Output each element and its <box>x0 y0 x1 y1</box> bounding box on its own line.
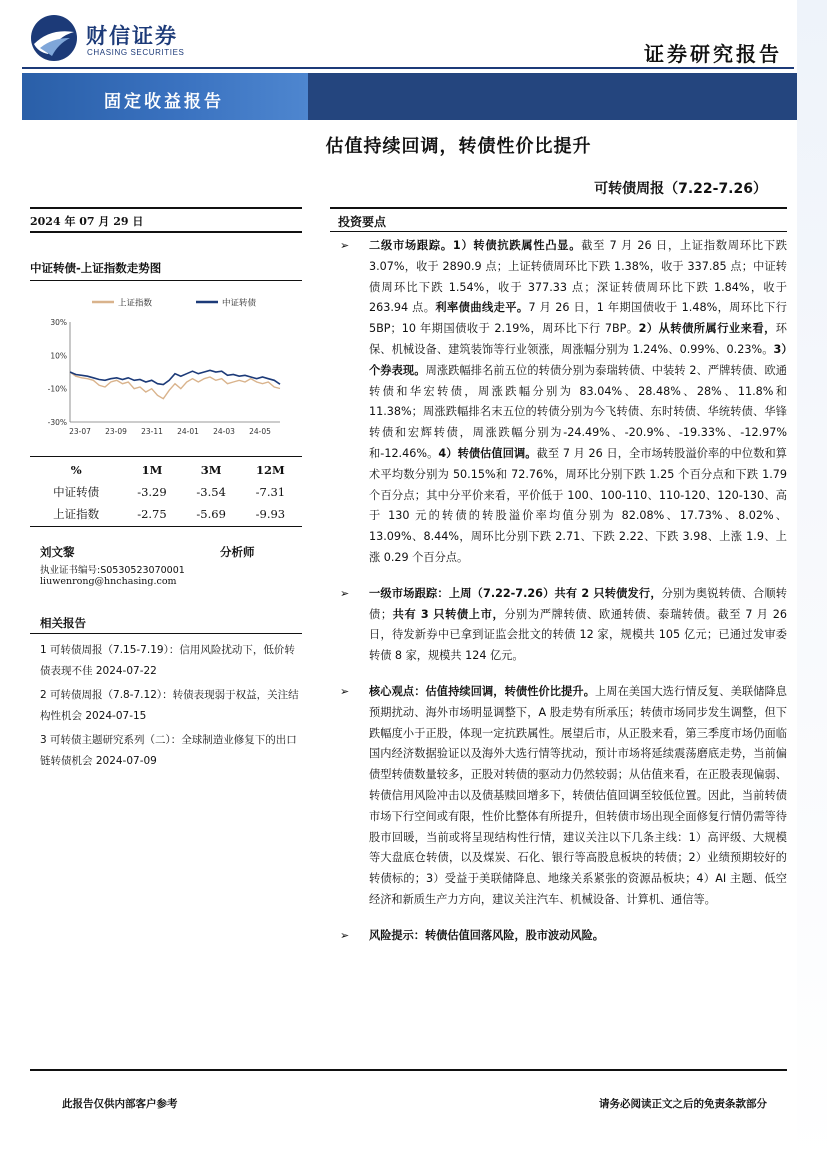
left-date-rule <box>30 231 302 233</box>
highlight-core-view <box>340 682 787 911</box>
report-date: 2024 年 07 月 29 日 <box>30 215 144 228</box>
page-title: 估值持续回调，转债性价比提升 <box>325 136 592 157</box>
highlight-text: 分别为严牌转债、欧通转债、泰瑞转债。截至 7 月 26 日，待发新券中已拿到证监会批文的转债 12 家，规模共 105 亿元；已通过发审委转债 8 家，规模共 124 亿元。 <box>369 607 787 663</box>
highlight-bold: 4）转债估值回调。 <box>438 446 537 460</box>
table-header: 12M <box>256 463 285 477</box>
y-tick-label: -10% <box>47 384 67 394</box>
bullet-arrow-icon: ➢ <box>340 928 350 942</box>
footer-disclaimer: 请务必阅读正文之后的免责条款部分 <box>599 1098 767 1110</box>
highlight-text: 7 月 26 日，1 年期国债收于 1.48%，周环比下行 5BP；10 年期国债收于 2.19%，周环比下行 7BP。 <box>369 301 787 336</box>
table-row <box>30 481 300 503</box>
analyst-name: 刘文黎 <box>40 545 75 559</box>
related-report-item[interactable]: 2 可转债周报（7.8-7.12）：转债表现弱于权益，关注结构性机会 2024-07-15 <box>40 689 299 722</box>
highlight-primary-market <box>340 584 787 667</box>
related-rule <box>30 633 302 634</box>
table-header-row <box>30 459 300 481</box>
x-tick-label: 24-01 <box>177 427 199 436</box>
table-header: 1M <box>141 463 163 477</box>
highlight-bold: 二级市场跟踪。1）转债抗跌属性凸显。 <box>369 239 582 252</box>
table-cell: -5.69 <box>196 507 226 521</box>
investment-highlights-title: 投资要点 <box>338 215 387 229</box>
series-line-1 <box>70 370 280 384</box>
table-cell: -7.31 <box>255 485 286 499</box>
analyst-role: 分析师 <box>220 545 255 559</box>
x-tick-label: 24-03 <box>213 427 235 436</box>
related-report-item[interactable]: 1 可转债周报（7.15-7.19）：信用风险扰动下，低价转债表现不佳 2024-07-22 <box>40 644 295 677</box>
brand-logo <box>30 14 200 66</box>
bullet-arrow-icon: ➢ <box>340 239 350 252</box>
highlight-bold: 风险提示：转债估值回落风险，股市波动风险。 <box>369 928 604 942</box>
related-reports-list <box>40 640 302 775</box>
x-tick-label: 23-09 <box>105 427 127 436</box>
trend-chart <box>30 292 300 444</box>
brand-name-en: CHASING SECURITIES <box>87 48 185 57</box>
table-cell: -2.75 <box>137 507 167 521</box>
category-banner <box>22 73 797 120</box>
highlight-bold: 核心观点：估值持续回调，转债性价比提升。 <box>369 684 595 698</box>
table-cell: 上证指数 <box>53 507 100 521</box>
highlight-text: 截至 7 月 26 日，全市场转股溢价率的中位数和算术平均数分别为 50.15%和 72.76%，周环比分别下跌 1.25 个百分点和下跌 1.79 个百分点；其中分平价来看，平价低于 100、100-110、110-120、120-130、高于 130 元的转债的转股溢价率均值分别为 82.08%、17.73%、8.02%、13.09%、8.44%，周环比分别下跌 2.71、下跌 2.22、下跌 3.98、上涨 1.9、上涨 0.29 个百分点。 <box>369 446 787 564</box>
table-header: 3M <box>200 463 222 477</box>
related-report-item[interactable]: 3 可转债主题研究系列（二）：全球制造业修复下的出口链转债机会 2024-07-09 <box>40 734 297 767</box>
footer-rule <box>30 1069 787 1071</box>
logo-emblem-icon <box>30 14 78 62</box>
report-type: 证券研究报告 <box>644 42 782 66</box>
table-top-rule <box>30 456 302 457</box>
y-tick-label: 10% <box>50 351 67 361</box>
highlight-text: 截至 7 月 26 日，上证指数周环比下跌 3.07%，收于 2890.9 点；上证转债周环比下跌 1.38%，收于 337.85 点；中证转债周环比下跌 1.54%，收于 377.33 点；深证转债周环比下跌 1.84%，收于 263.94 点。 <box>369 239 787 315</box>
bullet-arrow-icon: ➢ <box>340 684 350 698</box>
table-row <box>30 503 300 525</box>
table-cell: -3.29 <box>137 485 167 499</box>
y-tick-label: -30% <box>47 418 67 427</box>
header-rule <box>22 67 794 69</box>
analyst-cert: 执业证书编号:S0530523070001 <box>40 565 185 576</box>
highlight-bold: 共有 3 只转债上市， <box>392 607 505 621</box>
legend-label: 上证指数 <box>118 298 153 309</box>
right-title-rule <box>330 231 787 232</box>
highlight-risk <box>340 926 787 947</box>
highlight-text: 分别为奥锐转债、合顺转债； <box>369 586 787 621</box>
chart-title-rule <box>30 280 302 281</box>
table-bottom-rule <box>30 526 302 527</box>
highlight-text: 周涨跌幅排名前五位的转债分别为泰瑞转债、中装转 2、严牌转债、欧通转债和华宏转债，周涨跌幅分别为 83.04%、28.48%、28%、11.8%和 11.38%；周涨跌幅排名末五位的转债分别为今飞转债、东时转债、华统转债、华锋转债和宏辉转债，周涨跌幅分别为-24.49%、-20.9%、-19.33%、-12.97%和-12.46%。 <box>369 363 787 460</box>
highlight-bold: 3）个券表现。 <box>369 342 788 377</box>
highlight-bold: 利率债曲线走平。 <box>435 301 529 315</box>
related-reports-title: 相关报告 <box>40 616 86 630</box>
legend-label: 中证转债 <box>222 298 257 309</box>
table-cell: -3.54 <box>196 485 226 499</box>
side-stripe <box>797 0 827 1169</box>
bullet-arrow-icon: ➢ <box>340 586 350 600</box>
table-cell: 中证转债 <box>53 485 100 499</box>
x-tick-label: 23-07 <box>69 427 91 436</box>
highlight-text: 上周在美国大选行情反复、美联储降息预期扰动、海外市场明显调整下，A 股走势有所承压；转债市场同步发生调整，但下跌幅度小于正股，体现一定抗跌属性。展望后市，从正股来看，第三季度市场仍面临国内经济数据验证以及海外大选行情等扰动，预计市场将延续震荡磨底走势，当前偏债型转债数量较多，正股对转债的驱动力仍然较弱；从估值来看，在正股表现偏弱、转债信用风险冲击以及债基赎回增多下，转债估值回调至较低位置。因此，当前转债市场下行空间或有限，性价比整体有所提升，但转债市场出现全面修复行情仍需等待股市回暖，当前或将呈现结构性行情，建议关注以下几条主线：1）高评级、大规模等大盘底仓转债，以及煤炭、石化、银行等高股息板块的转债；2）业绩预期较好的转债标的；3）受益于美联储降息、地缘关系紧张的资源品板块；4）AI 主题、低空经济和新质生产力方向，建议关注汽车、机械设备、计算机、通信等。 <box>369 684 787 906</box>
y-tick-label: 30% <box>50 318 67 327</box>
page-subtitle: 可转债周报（7.22-7.26） <box>594 181 767 197</box>
performance-table <box>30 459 300 525</box>
chart-title: 中证转债-上证指数走势图 <box>30 261 162 275</box>
highlight-bold: 一级市场跟踪：上周（7.22-7.26）共有 2 只转债发行， <box>369 586 662 600</box>
table-header: % <box>70 463 82 477</box>
highlight-text: 环保、机械设备、建筑装饰等行业领涨，周涨幅分别为 1.24%、0.99%、0.23%。 <box>369 322 787 356</box>
right-top-rule <box>330 207 787 209</box>
analyst-email[interactable]: liuwenrong@hnchasing.com <box>40 576 177 587</box>
highlight-bold: 2）从转债所属行业来看， <box>638 322 776 336</box>
brand-name-cn: 财信证券 <box>86 24 178 48</box>
banner-title: 固定收益报告 <box>104 92 224 112</box>
table-cell: -9.93 <box>255 507 286 521</box>
x-tick-label: 24-05 <box>249 427 271 436</box>
x-tick-label: 23-11 <box>141 427 163 436</box>
left-top-rule <box>30 207 302 209</box>
highlight-secondary-market <box>340 236 787 569</box>
investment-highlights <box>340 236 787 962</box>
trend-chart-svg <box>30 292 300 444</box>
footer-note: 此报告仅供内部客户参考 <box>62 1098 178 1110</box>
